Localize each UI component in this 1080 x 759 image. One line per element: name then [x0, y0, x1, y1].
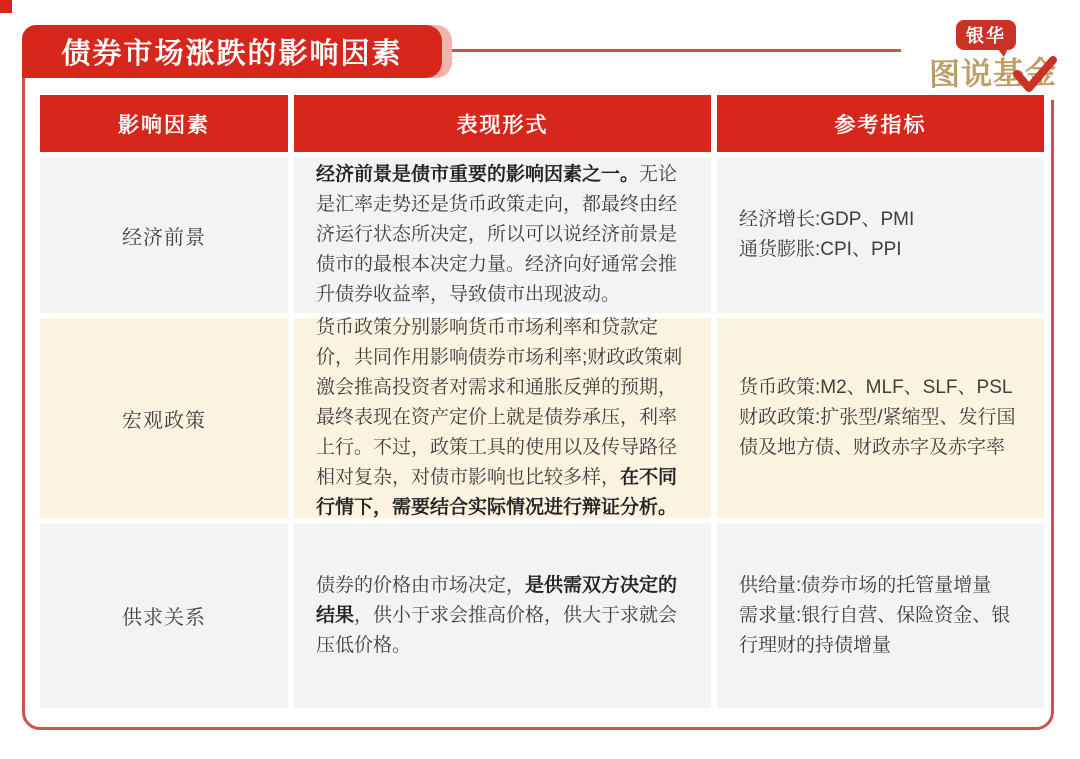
form-cell-economy: 经济前景是债市重要的影响因素之一。无论是汇率走势还是货币政策走向，都最终由经济运行状态所决定，所以可以说经济前景是债市的最根本决定力量。经济向好通常会推升债券收益率，导致债市出现波动。	[294, 157, 711, 313]
factors-table	[40, 95, 1044, 708]
header-cell-form: 表现形式	[294, 95, 711, 152]
logo-wordmark: 图说基金	[928, 54, 1058, 93]
header-cell-indicators: 参考指标	[717, 95, 1044, 152]
indicators-cell-economy: 经济增长:GDP、PMI 通货膨胀:CPI、PPI	[717, 157, 1044, 313]
form-cell-policy: 货币政策分别影响货币市场利率和贷款定价，共同作用影响债券市场利率;财政政策刺激会推高投资者对需求和通胀反弹的预期，最终表现在资产定价上就是债券承压，利率上行。不过，政策工具的使用以及传导路径相对复杂，对债市影响也比较多样，在不同行情下，需要结合实际情况进行辩证分析。	[294, 318, 711, 518]
factor-cell-economy: 经济前景	[40, 157, 288, 313]
check-icon	[1013, 56, 1057, 96]
logo-bubble: 银华	[956, 20, 1016, 50]
header-cell-factor: 影响因素	[40, 95, 288, 152]
brand-logo	[901, 8, 1066, 100]
page-title: 债券市场涨跌的影响因素	[22, 25, 442, 78]
form-cell-supply-demand: 债券的价格由市场决定，是供需双方决定的结果，供小于求会推高价格，供大于求就会压低价格。	[294, 523, 711, 708]
indicators-cell-policy: 货币政策:M2、MLF、SLF、PSL 财政政策:扩张型/紧缩型、发行国债及地方债、财政赤字及赤字率	[717, 318, 1044, 518]
indicators-cell-supply-demand: 供给量:债券市场的托管量增量 需求量:银行自营、保险资金、银行理财的持债增量	[717, 523, 1044, 708]
factor-cell-policy: 宏观政策	[40, 318, 288, 518]
factor-cell-supply-demand: 供求关系	[40, 523, 288, 708]
corner-accent	[0, 0, 12, 13]
